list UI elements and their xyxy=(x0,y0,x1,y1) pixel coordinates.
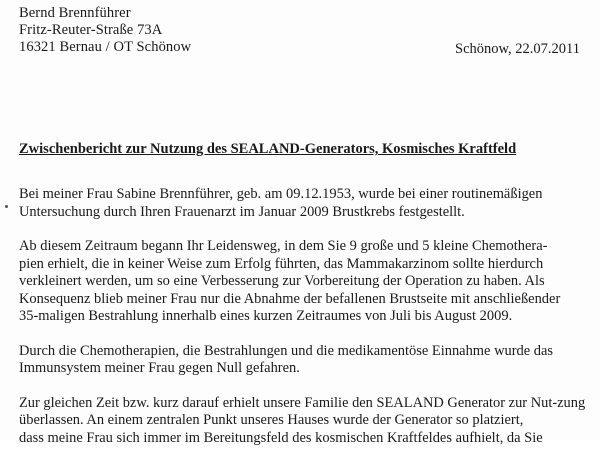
text-line: Immunsystem meiner Frau gegen Null gefahren. xyxy=(19,360,300,376)
text-line: Bei meiner Frau Sabine Brennführer, geb. am 09.12.1953, wurde bei einer routinemäßigen xyxy=(19,186,543,202)
sender-street: Fritz-Reuter-Straße 73A xyxy=(19,22,163,38)
text-line: 35-maligen Bestrahlung innerhalb eines kurzen Zeitraumes von Juli bis August 2009. xyxy=(19,308,513,324)
text-line: Konsequenz blieb meiner Frau nur die Abnahme der befallenen Brustseite mit anschließender xyxy=(19,290,561,307)
paragraph-4 xyxy=(19,395,587,448)
paragraph-1 xyxy=(19,186,587,221)
letter-body xyxy=(19,186,587,464)
text-line: Zur gleichen Zeit bzw. kurz darauf erhielt unsere Familie den SEALAND Generator zur Nut-zung xyxy=(19,394,586,411)
sender-city: 16321 Bernau / OT Schönow xyxy=(19,39,192,55)
paragraph-3 xyxy=(19,343,587,378)
text-line: überlassen. An einem zentralen Punkt unseres Hauses wurde der Generator so platziert, xyxy=(19,412,524,428)
text-line: Durch die Chemotherapien, die Bestrahlungen und die medikamentöse Einnahme wurde das xyxy=(19,342,554,359)
sender-name: Bernd Brennführer xyxy=(19,5,131,21)
text-line: Untersuchung durch Ihren Frauenarzt im Januar 2009 Brustkrebs festgestellt. xyxy=(19,203,465,220)
paragraph-2 xyxy=(19,238,587,326)
letter-subject: Zwischenbericht zur Nutzung des SEALAND-Generators, Kosmisches Kraftfeld xyxy=(19,141,517,157)
text-line: verkleinert werden, um so eine Verbesserung zur Vorbereitung der Operation zu haben. Als xyxy=(19,273,545,289)
sender-address xyxy=(19,5,191,56)
text-line: pien erhielt, die in keiner Weise zum Erfolg führten, das Mammakarzinom sollte hierdurch xyxy=(19,255,544,272)
place-date: Schönow, 22.07.2011 xyxy=(455,41,580,57)
text-line: Ab diesem Zeitraum begann Ihr Leidensweg, in dem Sie 9 große und 5 kleine Chemothera- xyxy=(19,238,548,254)
text-line: dass meine Frau sich immer im Bereitungsfeld des kosmischen Kraftfeldes aufhielt, da Sie xyxy=(19,429,543,446)
scan-speck xyxy=(5,205,8,208)
